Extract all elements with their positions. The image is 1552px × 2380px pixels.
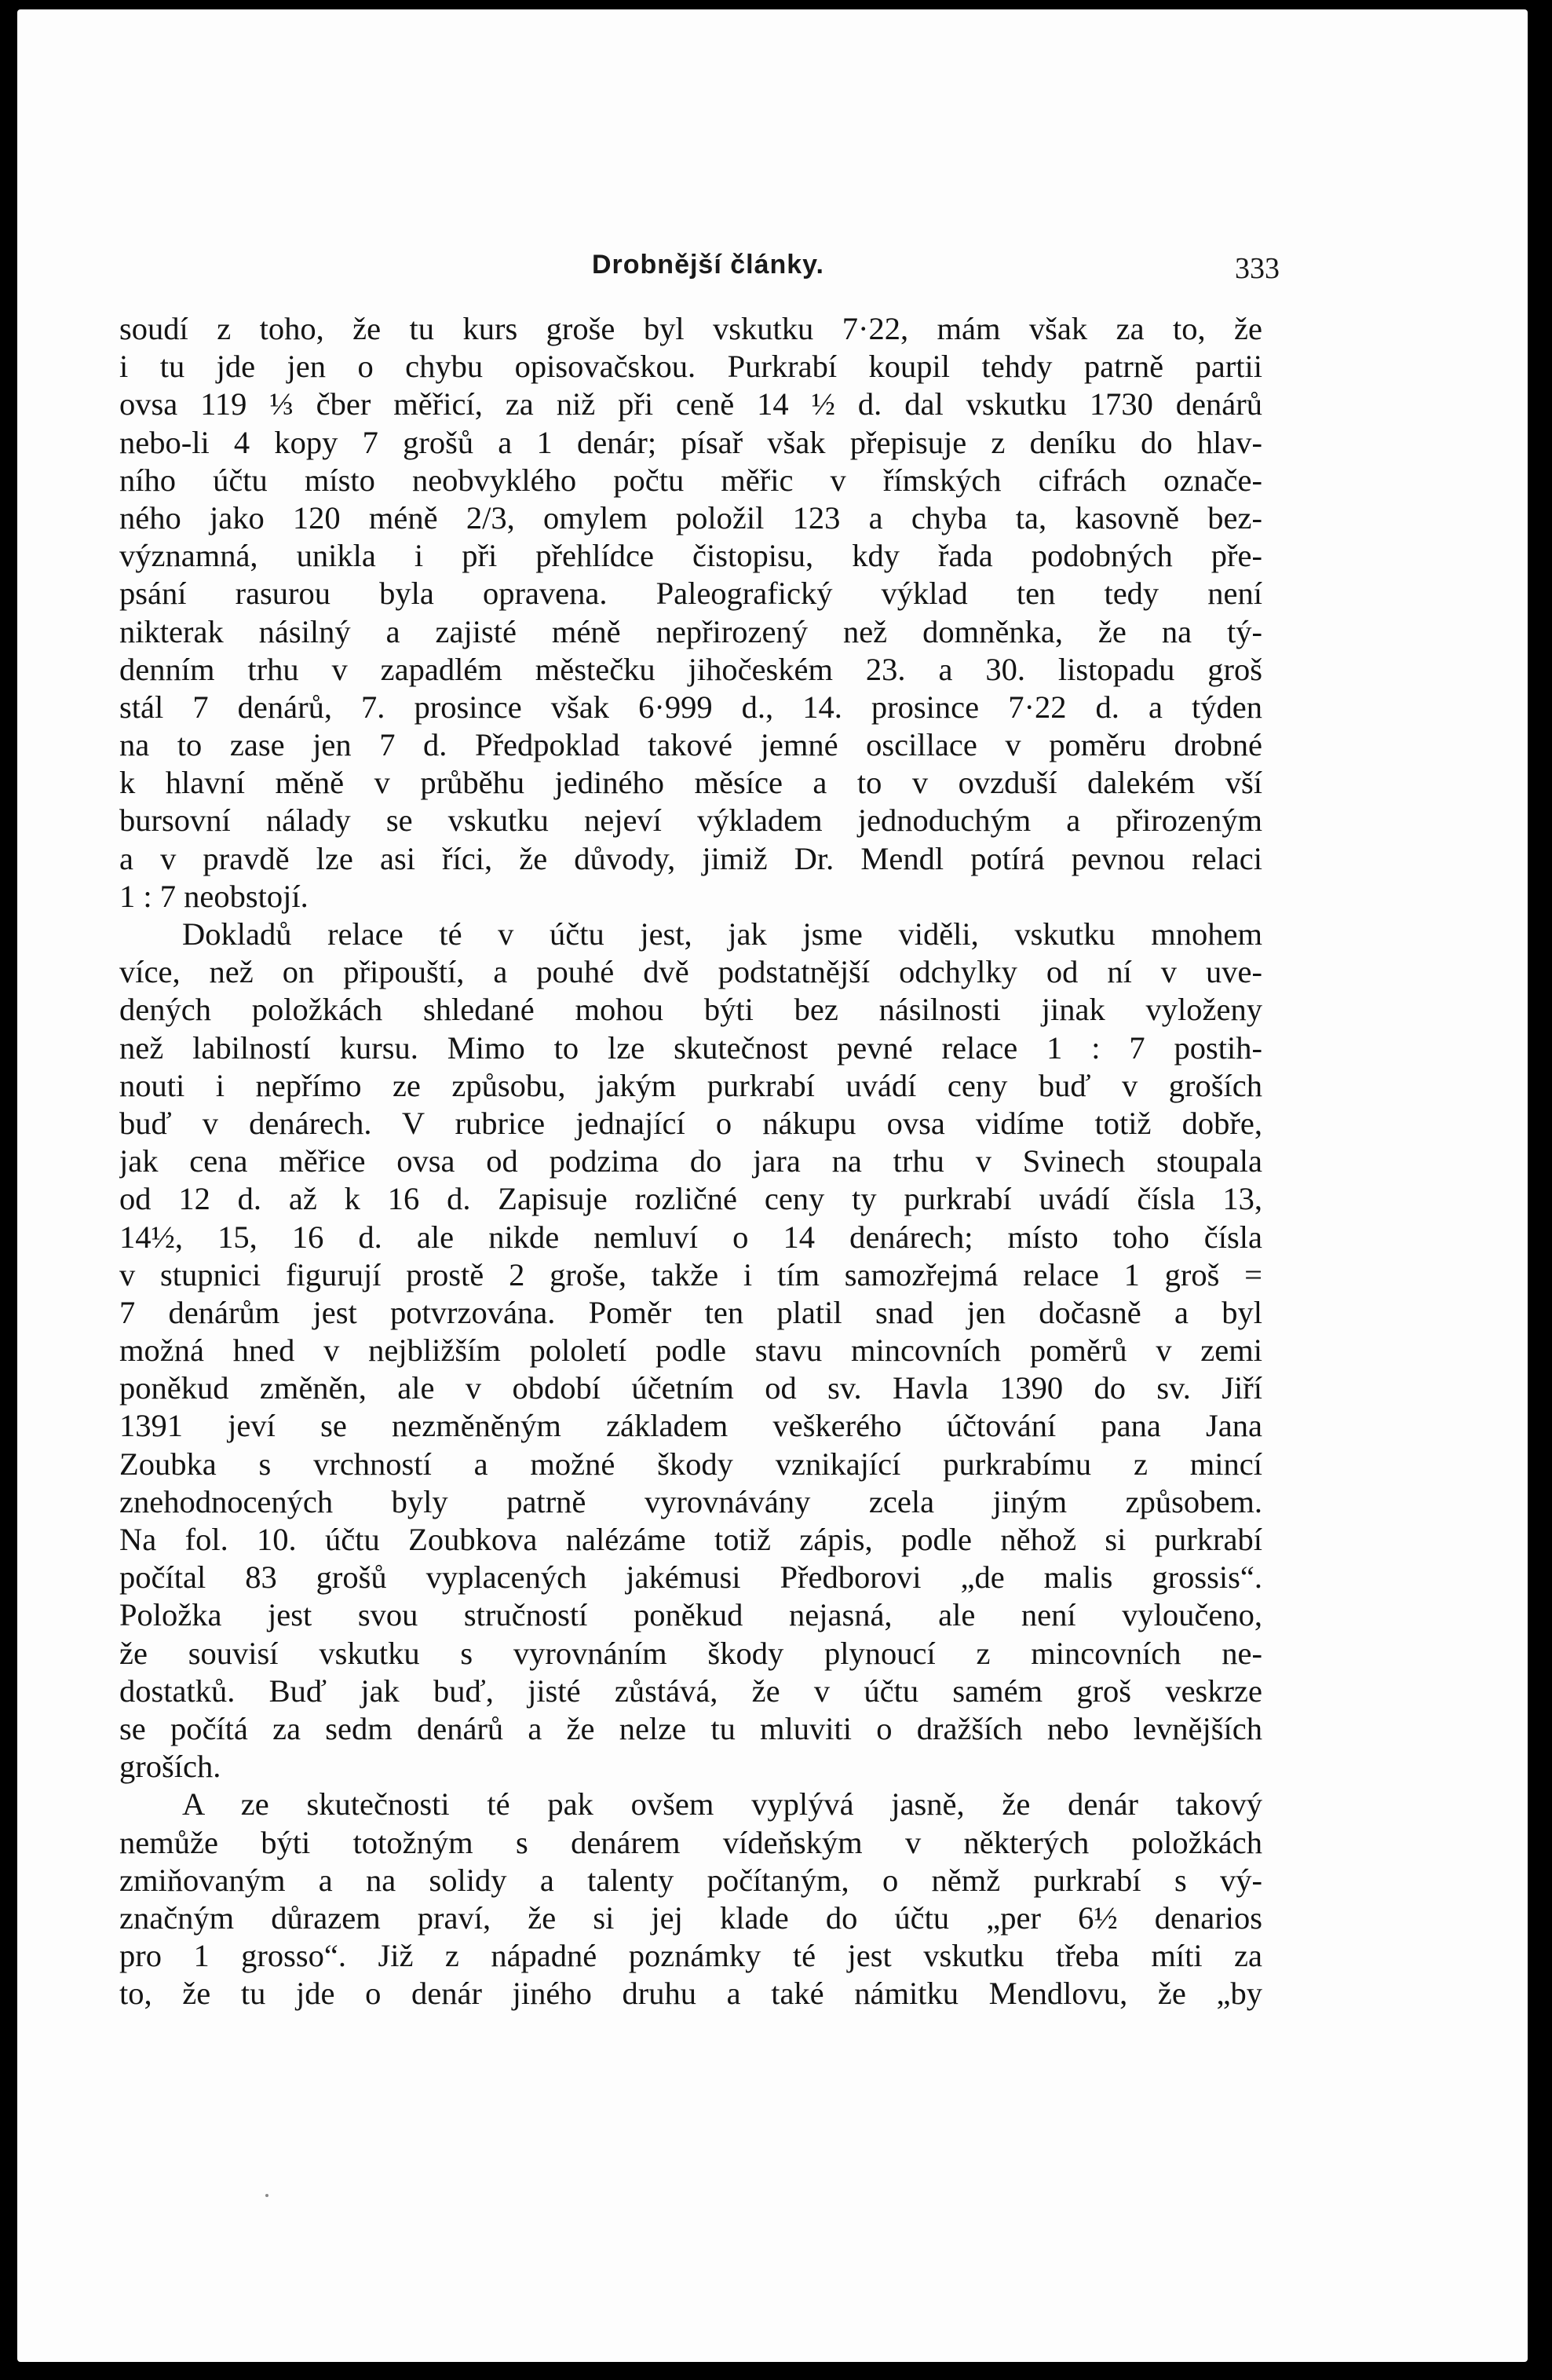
text-line: významná, unikla i při přehlídce čistopisu, kdy řada podobných pře- xyxy=(119,538,1262,574)
text-line: pro 1 grosso“. Již z nápadné poznámky té jest vskutku třeba míti za xyxy=(119,1938,1262,1974)
text-line: Položka jest svou stručností poněkud nejasná, ale není vyloučeno, xyxy=(119,1597,1262,1633)
text-line: Zoubka s vrchností a možné škody vznikající purkrabímu z mincí xyxy=(119,1446,1262,1482)
text-line: 1391 jeví se nezměněným základem veškerého účtování pana Jana xyxy=(119,1408,1262,1444)
text-line: více, než on připouští, a pouhé dvě podstatnější odchylky od ní v uve- xyxy=(119,954,1262,990)
body-text xyxy=(119,310,1262,2013)
text-line: to, že tu jde o denár jiného druhu a také námitku Mendlovu, že „by xyxy=(119,1976,1262,2012)
text-line: soudí z toho, že tu kurs groše byl vskutku 7·22, mám však za to, že xyxy=(119,311,1262,346)
text-line: na to zase jen 7 d. Předpoklad takové jemné oscillace v poměru drobné xyxy=(119,727,1262,763)
text-line: 14½, 15, 16 d. ale nikde nemluví o 14 denárech; místo toho čísla xyxy=(119,1219,1262,1255)
text-line: značným důrazem praví, že si jej klade do účtu „per 6½ denarios xyxy=(119,1899,1262,1936)
running-title: Drobnější články. xyxy=(591,250,825,280)
text-line: stál 7 denárů, 7. prosince však 6·999 d., 14. prosince 7·22 d. a týden xyxy=(119,689,1262,725)
text-line: dených položkách shledané mohou býti bez násilnosti jinak vyloženy xyxy=(119,992,1262,1028)
text-line: se počítá za sedm denárů a že nelze tu mluviti o dražších nebo levnějších xyxy=(119,1710,1262,1746)
text-line: ního účtu místo neobvyklého počtu měřic v římských cifrách označe- xyxy=(119,462,1262,498)
text-line: groších. xyxy=(119,1749,221,1785)
text-line: počítal 83 grošů vyplacených jakémusi Předborovi „de malis grossis“. xyxy=(119,1559,1262,1596)
page-number: 333 xyxy=(1235,252,1280,285)
scan-speck xyxy=(265,2194,268,2197)
text-line: psání rasurou byla opravena. Paleografický výklad ten tedy není xyxy=(119,576,1262,612)
text-line: jak cena měřice ovsa od podzima do jara na trhu v Svinech stoupala xyxy=(119,1143,1262,1179)
text-line: od 12 d. až k 16 d. Zapisuje rozličné ceny ty purkrabí uvádí čísla 13, xyxy=(119,1181,1262,1217)
text-line: 7 denárům jest potvrzována. Poměr ten platil snad jen dočasně a byl xyxy=(119,1294,1262,1330)
text-line: ovsa 119 ⅓ čber měřicí, za niž při ceně 14 ½ d. dal vskutku 1730 denárů xyxy=(119,386,1262,422)
text-line: nikterak násilný a zajisté méně nepřirozený než domněnka, že na tý- xyxy=(119,613,1262,649)
text-line: denním trhu v zapadlém městečku jihočeském 23. a 30. listopadu groš xyxy=(119,651,1262,687)
text-line: ného jako 120 méně 2/3, omylem položil 123 a chyba ta, kasovně bez- xyxy=(119,499,1262,536)
text-line: Na fol. 10. účtu Zoubkova nalézáme totiž zápis, podle něhož si purkrabí xyxy=(119,1522,1262,1557)
text-line: bursovní nálady se vskutku nejeví výkladem jednoduchým a přirozeným xyxy=(119,802,1262,839)
text-line: nebo-li 4 kopy 7 grošů a 1 denár; písař však přepisuje z deníku do hlav- xyxy=(119,424,1262,460)
text-line: možná hned v nejbližším pololetí podle stavu mincovních poměrů v zemi xyxy=(119,1333,1262,1369)
text-line: znehodnocených byly patrně vyrovnávány zcela jiným způsobem. xyxy=(119,1483,1262,1519)
text-line: k hlavní měně v průběhu jediného měsíce a to v ovzduší dalekém vší xyxy=(119,765,1262,801)
text-line: Dokladů relace té v účtu jest, jak jsme viděli, vskutku mnohem xyxy=(182,916,1262,952)
text-line: buď v denárech. V rubrice jednající o nákupu ovsa vidíme totiž dobře, xyxy=(119,1105,1262,1141)
text-line: A ze skutečnosti té pak ovšem vyplývá jasně, že denár takový xyxy=(182,1786,1262,1822)
text-line: zmiňovaným a na solidy a talenty počítaným, o němž purkrabí s vý- xyxy=(119,1862,1262,1898)
text-line: dostatků. Buď jak buď, jisté zůstává, že v účtu samém groš veskrze xyxy=(119,1673,1262,1709)
text-line: v stupnici figurují prostě 2 groše, takže i tím samozřejmá relace 1 groš = xyxy=(119,1256,1262,1292)
running-header xyxy=(137,243,1280,294)
text-line: a v pravdě lze asi říci, že důvody, jimiž Dr. Mendl potírá pevnou relaci xyxy=(119,840,1262,876)
text-line: poněkud změněn, ale v období účetním od sv. Havla 1390 do sv. Jiří xyxy=(119,1370,1262,1406)
text-line: i tu jde jen o chybu opisovačskou. Purkrabí koupil tehdy patrně partii xyxy=(119,349,1262,385)
text-line: nouti i nepřímo ze způsobu, jakým purkrabí uvádí ceny buď v groších xyxy=(119,1067,1262,1103)
text-line: nemůže býti totožným s denárem vídeňským v některých položkách xyxy=(119,1824,1262,1860)
text-line: že souvisí vskutku s vyrovnáním škody plynoucí z mincovních ne- xyxy=(119,1635,1262,1671)
text-line: 1 : 7 neobstojí. xyxy=(119,878,309,914)
text-line: než labilností kursu. Mimo to lze skutečnost pevné relace 1 : 7 postih- xyxy=(119,1029,1262,1066)
